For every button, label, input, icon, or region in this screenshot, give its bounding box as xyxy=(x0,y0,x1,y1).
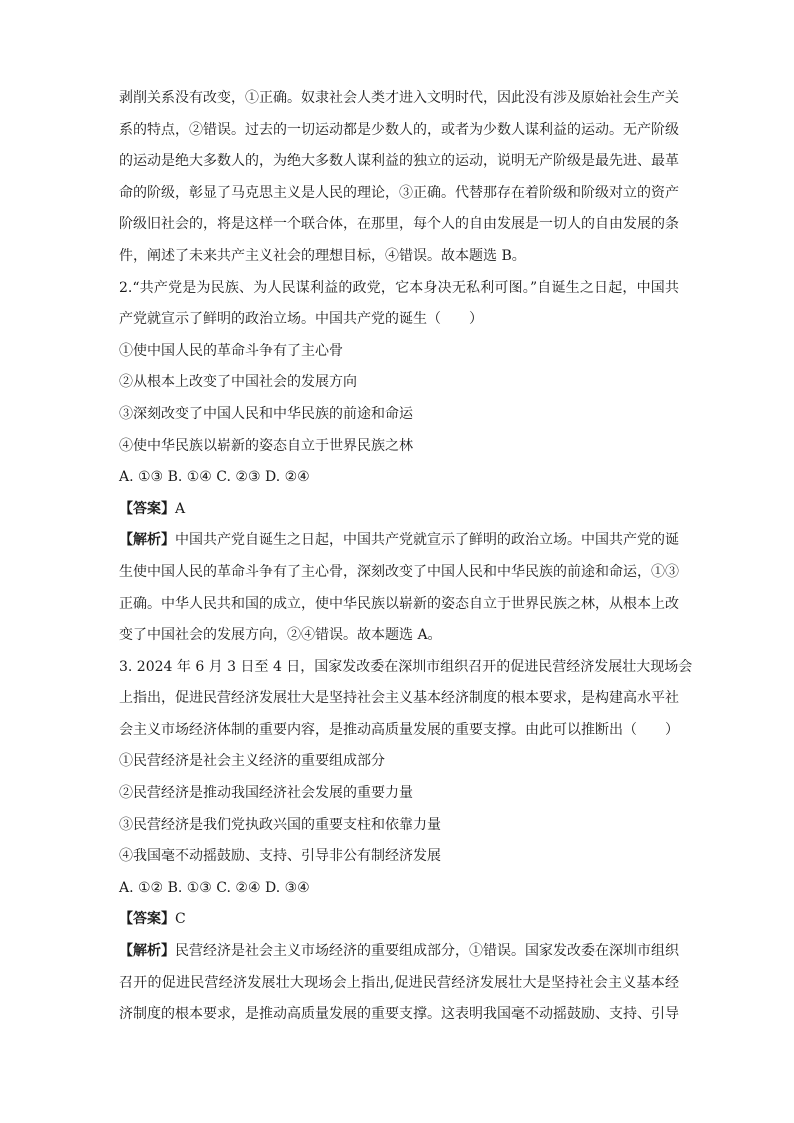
question-3-stem: 上指出，促进民营经济发展壮大是坚持社会主义基本经济制度的根本要求，是构建高水平社 xyxy=(119,690,679,707)
paragraph-line: 系的特点，②错误。过去的一切运动都是少数人的，或者为少数人谋利益的运动。无产阶级 xyxy=(119,121,679,138)
paragraph-line: 剥削关系没有改变，①正确。奴隶社会人类才进入文明时代，因此没有涉及原始社会生产关 xyxy=(119,90,679,106)
question-3-analysis xyxy=(119,943,679,959)
question-3-answer xyxy=(119,911,679,927)
analysis-tag: 【解析】 xyxy=(119,532,175,549)
question-2-item: ②从根本上改变了中国社会的发展方向 xyxy=(119,374,357,391)
analysis-text: 中国共产党自诞生之日起，中国共产党就宣示了鲜明的政治立场。中国共产党的诞 xyxy=(175,532,679,549)
question-3-item: ④我国毫不动摇鼓励、支持、引导非公有制经济发展 xyxy=(119,848,441,865)
question-2-analysis: 生使中国人民的革命斗争有了主心骨，深刻改变了中国人民和中华民族的前途和命运，①③ xyxy=(119,563,679,580)
question-3-stem: 会主义市场经济体制的重要内容，是推动高质量发展的重要支撑。由此可以推断出（ ） xyxy=(119,721,679,738)
question-2-item: ④使中华民族以崭新的姿态自立于世界民族之林 xyxy=(119,437,413,454)
paragraph-line: 件，阐述了未来共产主义社会的理想目标，④错误。故本题选 B。 xyxy=(119,247,526,264)
question-2-analysis: 变了中国社会的发展方向，②④错误。故本题选 A。 xyxy=(119,627,442,644)
question-3-item: ①民营经济是社会主义经济的重要组成部分 xyxy=(119,753,385,770)
question-3-stem: 3. 2024 年 6 月 3 日至 4 日，国家发改委在深圳市组织召开的促进民营经济发展壮大现场会 xyxy=(119,658,693,675)
paragraph-line: 的运动是绝大多数人的，为绝大多数人谋利益的独立的运动，说明无产阶级是最先进、最革 xyxy=(119,153,679,170)
question-2-stem: 2.“共产党是为民族、为人民谋利益的政党，它本身决无私利可图。”自诞生之日起，中国共 xyxy=(119,279,679,296)
question-3-item: ③民营经济是我们党执政兴国的重要支柱和依靠力量 xyxy=(119,816,441,833)
answer-tag: 【答案】 xyxy=(119,500,175,517)
answer-value: C xyxy=(175,911,186,928)
question-2-answer xyxy=(119,501,679,517)
analysis-tag: 【解析】 xyxy=(119,943,175,960)
question-3-item: ②民营经济是推动我国经济社会发展的重要力量 xyxy=(119,785,413,802)
question-2-item: ③深刻改变了中国人民和中华民族的前途和命运 xyxy=(119,405,413,422)
analysis-text: 民营经济是社会主义市场经济的重要组成部分，①错误。国家发改委在深圳市组织 xyxy=(175,943,679,960)
answer-tag: 【答案】 xyxy=(119,911,175,928)
question-2-analysis: 正确。中华人民共和国的成立，使中华民族以崭新的姿态自立于世界民族之林，从根本上改 xyxy=(119,595,679,612)
paragraph-line: 命的阶级，彰显了马克思主义是人民的理论，③正确。代替那存在着阶级和阶级对立的资产 xyxy=(119,184,679,201)
document-page xyxy=(119,90,693,1038)
question-2-item: ①使中国人民的革命斗争有了主心骨 xyxy=(119,342,343,359)
question-3-analysis: 召开的促进民营经济发展壮大现场会上指出,促进民营经济发展壮大是坚持社会主义基本经 xyxy=(119,974,679,991)
question-2-stem: 产党就宣示了鲜明的政治立场。中国共产党的诞生（ ） xyxy=(119,311,483,328)
answer-value: A xyxy=(175,500,186,517)
question-2-options: A. ①③ B. ①④ C. ②③ D. ②④ xyxy=(119,469,310,486)
question-3-options: A. ①② B. ①③ C. ②④ D. ③④ xyxy=(119,879,310,896)
paragraph-line: 阶级旧社会的，将是这样一个联合体，在那里，每个人的自由发展是一切人的自由发展的条 xyxy=(119,216,679,233)
question-2-analysis xyxy=(119,532,679,548)
question-3-analysis: 济制度的根本要求，是推动高质量发展的重要支撑。这表明我国毫不动摇鼓励、支持、引导 xyxy=(119,1006,679,1023)
